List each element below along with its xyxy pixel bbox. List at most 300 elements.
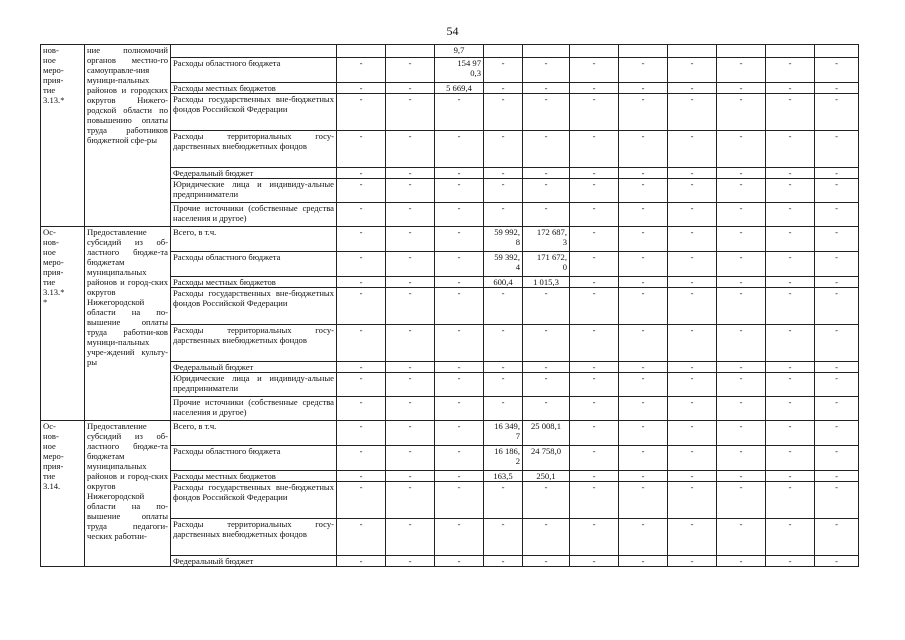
value-cell — [570, 94, 619, 131]
event-name-cell — [85, 45, 171, 227]
funding-source: Юридические лица и индивиду-альные предприниматели — [173, 373, 334, 393]
value-cell — [619, 556, 668, 567]
value-cell — [386, 325, 435, 362]
value: - — [457, 471, 461, 481]
value-cell — [717, 203, 766, 227]
value: - — [690, 203, 694, 213]
value-cell — [570, 373, 619, 397]
value-cell — [523, 58, 570, 83]
value-cell — [815, 277, 859, 288]
value-cell — [766, 227, 815, 252]
value: - — [408, 131, 412, 141]
value-cell — [484, 94, 523, 131]
value-cell — [386, 179, 435, 203]
value-cell — [337, 556, 386, 567]
funding-source-cell — [171, 83, 337, 94]
event-name: ние полномочий органов местно-го самоуправле-ния муници-пальных районов и городских округов Нижего-родской области по повышению оплаты труда работников бюджетной сфе-ры — [87, 45, 168, 145]
value: - — [408, 471, 412, 481]
table-row — [41, 45, 859, 58]
value-cell — [766, 131, 815, 168]
value-cell — [815, 556, 859, 567]
value: - — [544, 288, 548, 298]
value: - — [835, 58, 838, 68]
value-cell — [815, 362, 859, 373]
value-cell — [815, 45, 859, 58]
value-cell — [337, 482, 386, 519]
value: - — [835, 252, 838, 262]
value: - — [641, 58, 645, 68]
value: - — [690, 252, 694, 262]
value-cell — [619, 179, 668, 203]
value: - — [690, 58, 694, 68]
value-cell — [523, 203, 570, 227]
value: - — [359, 203, 363, 213]
value: - — [408, 83, 412, 93]
value: - — [641, 471, 645, 481]
funding-source-cell — [171, 179, 337, 203]
value: - — [544, 362, 548, 372]
table-row — [41, 227, 859, 252]
funding-source: Расходы территориальных госу-дарственных внебюджетных фондов — [173, 325, 334, 345]
value: - — [592, 227, 596, 237]
value-cell — [668, 397, 717, 421]
funding-source: Федеральный бюджет — [173, 362, 254, 372]
value-cell — [815, 397, 859, 421]
value-cell — [815, 94, 859, 131]
value: - — [739, 421, 743, 431]
value-cell — [717, 168, 766, 179]
funding-source: Федеральный бюджет — [173, 168, 254, 178]
value-cell — [717, 179, 766, 203]
value: - — [544, 325, 548, 335]
value: - — [788, 227, 792, 237]
value-cell — [815, 227, 859, 252]
value: - — [501, 482, 505, 492]
value-cell — [386, 131, 435, 168]
value-cell — [815, 83, 859, 94]
value-cell — [570, 556, 619, 567]
value-cell — [337, 277, 386, 288]
value: - — [788, 252, 792, 262]
value: - — [501, 362, 505, 372]
value-cell — [570, 179, 619, 203]
value: - — [835, 421, 838, 431]
event-code: Ос- нов- ное меро- прия- тие 3.14. — [43, 421, 64, 491]
value-cell — [570, 519, 619, 556]
value: - — [835, 179, 838, 189]
value-cell — [717, 58, 766, 83]
value: - — [641, 421, 645, 431]
value: - — [788, 288, 792, 298]
value-cell — [435, 373, 484, 397]
value-cell — [484, 227, 523, 252]
value-cell — [766, 94, 815, 131]
value-cell — [717, 131, 766, 168]
value: - — [408, 482, 412, 492]
value-cell — [386, 362, 435, 373]
value-cell — [386, 227, 435, 252]
value-cell — [717, 446, 766, 471]
funding-source: Расходы территориальных госу-дарственных внебюджетных фондов — [173, 131, 334, 151]
value: - — [408, 179, 412, 189]
value: - — [641, 168, 645, 178]
value-cell — [337, 288, 386, 325]
value-cell — [619, 203, 668, 227]
value-cell — [435, 45, 484, 58]
value: - — [457, 397, 461, 407]
value: - — [641, 277, 645, 287]
value-cell — [435, 556, 484, 567]
value-cell — [386, 168, 435, 179]
value-cell — [337, 203, 386, 227]
value: - — [592, 556, 596, 566]
value: - — [457, 421, 461, 431]
value-cell — [386, 58, 435, 83]
funding-source-cell — [171, 131, 337, 168]
funding-source-cell — [171, 325, 337, 362]
value: - — [739, 168, 743, 178]
value: - — [457, 227, 461, 237]
value: - — [690, 362, 694, 372]
value: - — [359, 482, 363, 492]
value-cell — [337, 58, 386, 83]
value: - — [592, 446, 596, 456]
value-cell — [337, 446, 386, 471]
value: - — [359, 94, 363, 104]
value-cell — [766, 325, 815, 362]
value: - — [592, 288, 596, 298]
value: - — [408, 168, 412, 178]
value: - — [739, 288, 743, 298]
value-cell — [668, 131, 717, 168]
value: - — [359, 519, 363, 529]
value: - — [835, 519, 838, 529]
value: 171 672, 0 — [536, 252, 567, 272]
value: - — [457, 288, 461, 298]
value: - — [690, 227, 694, 237]
value-cell — [523, 179, 570, 203]
value-cell — [668, 482, 717, 519]
value: - — [835, 362, 838, 372]
value-cell — [484, 482, 523, 519]
value-cell — [815, 471, 859, 482]
value: - — [592, 421, 596, 431]
value: - — [544, 94, 548, 104]
value-cell — [668, 277, 717, 288]
value: - — [544, 556, 548, 566]
value: 9,7 — [453, 45, 465, 55]
value-cell — [386, 45, 435, 58]
value: - — [501, 373, 505, 383]
funding-source: Расходы местных бюджетов — [173, 277, 276, 287]
value-cell — [766, 168, 815, 179]
value: - — [501, 168, 505, 178]
value-cell — [435, 471, 484, 482]
value: - — [835, 131, 838, 141]
value: - — [739, 373, 743, 383]
value: - — [641, 227, 645, 237]
value: - — [592, 168, 596, 178]
value-cell — [619, 471, 668, 482]
value: 1 015,3 — [533, 277, 559, 287]
value-cell — [717, 227, 766, 252]
value: - — [835, 471, 838, 481]
value-cell — [570, 131, 619, 168]
value-cell — [484, 83, 523, 94]
value-cell — [386, 446, 435, 471]
value-cell — [766, 556, 815, 567]
funding-source-cell — [171, 421, 337, 446]
value-cell — [766, 482, 815, 519]
value: - — [408, 373, 412, 383]
value: - — [788, 446, 792, 456]
value: - — [739, 131, 743, 141]
value-cell — [570, 277, 619, 288]
value: - — [592, 397, 596, 407]
value: - — [739, 446, 743, 456]
funding-source-cell — [171, 471, 337, 482]
value: - — [788, 179, 792, 189]
value-cell — [435, 168, 484, 179]
value-cell — [668, 373, 717, 397]
value-cell — [619, 277, 668, 288]
value-cell — [766, 288, 815, 325]
value-cell — [337, 373, 386, 397]
value: - — [641, 519, 645, 529]
funding-source-cell — [171, 362, 337, 373]
value-cell — [523, 83, 570, 94]
value: - — [457, 519, 461, 529]
value-cell — [717, 482, 766, 519]
value: - — [592, 131, 596, 141]
value-cell — [523, 373, 570, 397]
value: - — [788, 362, 792, 372]
funding-source-cell — [171, 252, 337, 277]
funding-source: Юридические лица и индивиду-альные предприниматели — [173, 179, 334, 199]
value-cell — [766, 58, 815, 83]
value-cell — [386, 83, 435, 94]
value: - — [690, 277, 694, 287]
value: - — [641, 83, 645, 93]
value-cell — [815, 168, 859, 179]
value: - — [739, 556, 743, 566]
value-cell — [435, 83, 484, 94]
value-cell — [717, 373, 766, 397]
value-cell — [337, 362, 386, 373]
value: - — [835, 227, 838, 237]
funding-source: Расходы местных бюджетов — [173, 471, 276, 481]
value-cell — [815, 325, 859, 362]
value-cell — [619, 325, 668, 362]
value: - — [408, 227, 412, 237]
value-cell — [523, 519, 570, 556]
funding-source: Прочие источники (собственные средства населения и другое) — [173, 397, 334, 417]
value: - — [457, 482, 461, 492]
value-cell — [484, 471, 523, 482]
value-cell — [668, 58, 717, 83]
value: - — [690, 373, 694, 383]
funding-source-cell — [171, 288, 337, 325]
value-cell — [484, 519, 523, 556]
value: - — [739, 252, 743, 262]
value-cell — [435, 94, 484, 131]
value: - — [359, 168, 363, 178]
value-cell — [815, 179, 859, 203]
table-row — [41, 421, 859, 446]
value: - — [359, 83, 363, 93]
value-cell — [619, 446, 668, 471]
value-cell — [523, 421, 570, 446]
funding-source-cell — [171, 58, 337, 83]
value: - — [690, 83, 694, 93]
funding-source-cell — [171, 277, 337, 288]
value: - — [690, 482, 694, 492]
value-cell — [815, 421, 859, 446]
value: - — [641, 203, 645, 213]
value-cell — [668, 556, 717, 567]
value: - — [788, 131, 792, 141]
value: - — [788, 83, 792, 93]
value: - — [835, 288, 838, 298]
value-cell — [523, 471, 570, 482]
value: - — [690, 94, 694, 104]
value: - — [739, 83, 743, 93]
value: - — [835, 94, 838, 104]
value: - — [835, 397, 838, 407]
value: - — [408, 288, 412, 298]
value: - — [641, 397, 645, 407]
value-cell — [766, 519, 815, 556]
value-cell — [717, 556, 766, 567]
event-name: Предоставление субсидий из об-ластного бюдже-та бюджетам муниципальных районов и город-ских округов Нижегородской области на по-вышение оплаты труда педагоги-ческих работни- — [87, 421, 168, 541]
value: - — [457, 203, 461, 213]
value-cell — [766, 45, 815, 58]
value: - — [359, 325, 363, 335]
value: - — [739, 482, 743, 492]
funding-source-cell — [171, 519, 337, 556]
value: - — [408, 94, 412, 104]
value: - — [690, 131, 694, 141]
event-code-cell — [41, 227, 85, 421]
funding-source-cell — [171, 227, 337, 252]
value-cell — [435, 58, 484, 83]
value: - — [690, 179, 694, 189]
event-code-cell — [41, 45, 85, 227]
value-cell — [619, 421, 668, 446]
value: - — [457, 556, 461, 566]
value-cell — [484, 179, 523, 203]
value: - — [359, 556, 363, 566]
value-cell — [766, 446, 815, 471]
value: - — [592, 482, 596, 492]
value-cell — [717, 397, 766, 421]
value: - — [457, 277, 461, 287]
value: - — [641, 94, 645, 104]
value-cell — [570, 482, 619, 519]
value: - — [359, 179, 363, 189]
value-cell — [435, 179, 484, 203]
value: - — [788, 519, 792, 529]
value-cell — [523, 45, 570, 58]
value-cell — [386, 397, 435, 421]
value-cell — [523, 325, 570, 362]
event-code-cell — [41, 421, 85, 567]
value-cell — [337, 421, 386, 446]
value: 600,4 — [493, 277, 513, 287]
value-cell — [619, 94, 668, 131]
value: - — [788, 203, 792, 213]
value-cell — [337, 397, 386, 421]
value: - — [592, 203, 596, 213]
value-cell — [386, 556, 435, 567]
value-cell — [815, 446, 859, 471]
value-cell — [668, 203, 717, 227]
value: - — [641, 362, 645, 372]
value-cell — [523, 168, 570, 179]
value: - — [359, 58, 363, 68]
value-cell — [619, 252, 668, 277]
value-cell — [815, 519, 859, 556]
value-cell — [337, 94, 386, 131]
value: - — [544, 168, 548, 178]
value: - — [359, 277, 363, 287]
value: - — [359, 131, 363, 141]
value-cell — [668, 252, 717, 277]
value-cell — [815, 373, 859, 397]
value: - — [835, 325, 838, 335]
value: - — [457, 131, 461, 141]
value: - — [359, 227, 363, 237]
value: - — [544, 83, 548, 93]
value: - — [592, 94, 596, 104]
value-cell — [619, 397, 668, 421]
value: - — [408, 58, 412, 68]
event-code: нов- ное меро- прия- тие 3.13.* — [43, 45, 65, 105]
value: - — [690, 325, 694, 335]
value: - — [408, 519, 412, 529]
value-cell — [386, 482, 435, 519]
value-cell — [766, 421, 815, 446]
value-cell — [717, 83, 766, 94]
value: - — [501, 519, 505, 529]
value: - — [641, 446, 645, 456]
value: - — [835, 373, 838, 383]
value: - — [592, 471, 596, 481]
value: 250,1 — [536, 471, 556, 481]
value-cell — [337, 83, 386, 94]
value: - — [739, 471, 743, 481]
value-cell — [766, 471, 815, 482]
value-cell — [619, 482, 668, 519]
value-cell — [435, 397, 484, 421]
value: - — [359, 446, 363, 456]
value-cell — [435, 446, 484, 471]
value-cell — [815, 482, 859, 519]
value-cell — [523, 446, 570, 471]
value: - — [592, 373, 596, 383]
page-number: 54 — [446, 24, 459, 38]
value-cell — [570, 58, 619, 83]
value: - — [739, 58, 743, 68]
value-cell — [619, 58, 668, 83]
value: - — [641, 288, 645, 298]
value-cell — [570, 203, 619, 227]
value: - — [835, 446, 838, 456]
value-cell — [668, 94, 717, 131]
funding-source: Федеральный бюджет — [173, 556, 254, 566]
value: - — [592, 277, 596, 287]
value-cell — [435, 288, 484, 325]
